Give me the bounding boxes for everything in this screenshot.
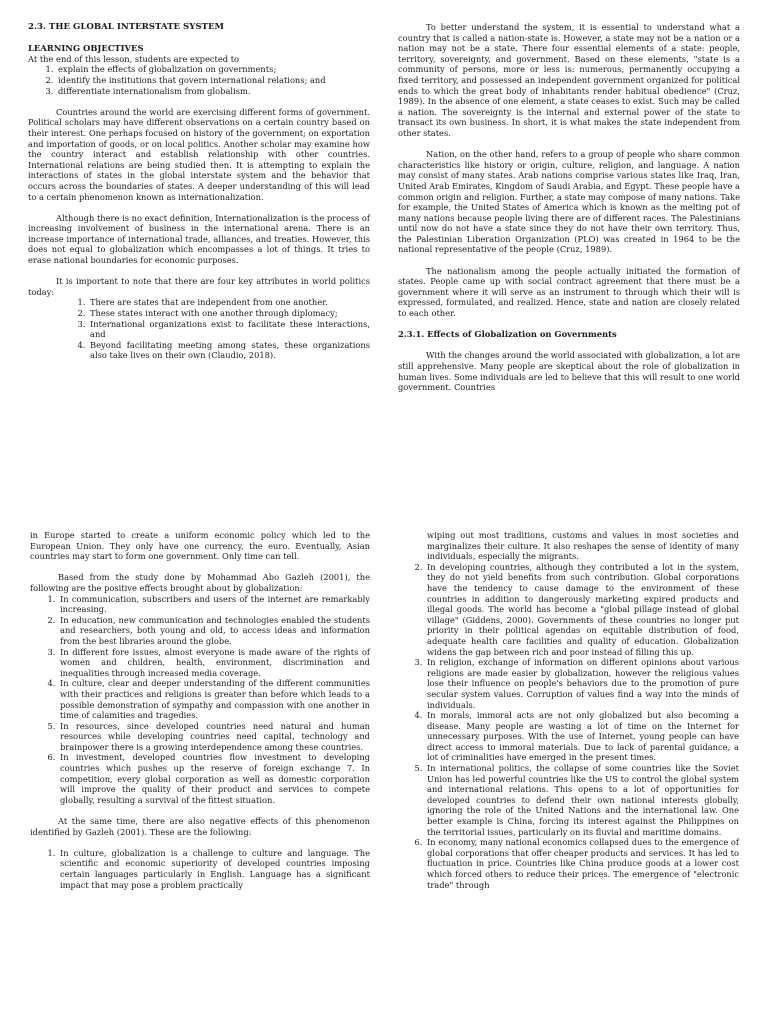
list-item: 1. explain the effects of globalization on governments; bbox=[56, 64, 370, 75]
list-item: 6. In investment, developed countries flow investment to developing countries which pushes up the reserve of foreign exchange 7. In competition, every global corporation as well as domestic corporation will improve the quality of their product and services to compete globally, resulting a survival of the fittest situation. bbox=[58, 752, 370, 805]
paragraph: To better understand the system, it is essential to understand what a country that is called a nation-state is. However, a state may not be a nation or a nation may not be a state. There four essential elements of a state: people, territory, sovereignty, and government. Based on these elements, "state is a community of persons, more or less is: numerous, permanently occupying a fixed territory, and possessed an independent government organized for political ends to which the great body of inhabitants render habitual obedience" (Cruz, 1989). In the absence of one element, a state ceases to exist. Such may be called a nation. The sovereignty is the internal and external power of the state to transact its own business. In short, it is what makes the state independent from other states. bbox=[398, 22, 740, 138]
subsection-heading: 2.3.1. Effects of Globalization on Governments bbox=[398, 329, 617, 340]
paragraph: With the changes around the world associated with globalization, a lot are still apprehensive. Many people are skeptical about the role of globalization in human lives. Some individuals are led to believe that this will result to one world government. Countries bbox=[398, 350, 740, 393]
paragraph: Although there is no exact definition, Internationalization is the process of increasing involvement of business in the international arena. There is an increase importance of international trade, alliances, and treaties. However, this does not equal to globalization which encompasses a lot of things. It tries to erase national boundaries for economic purposes. bbox=[28, 212, 370, 266]
page2-left-column bbox=[30, 530, 370, 901]
paragraph: At the same time, there are also negative effects of this phenomenon identified by Gazleh (2001). These are the following: bbox=[30, 816, 370, 837]
list-item: 2. These states interact with one another through diplomacy; bbox=[88, 308, 370, 319]
objectives-intro: At the end of this lesson, students are expected to bbox=[28, 53, 240, 64]
page1-right-column bbox=[398, 22, 740, 403]
positive-effects-list bbox=[30, 594, 370, 806]
paragraph: Based from the study done by Mohammad Abo Gazleh (2001), the following are the positive effects brought about by globalization: bbox=[30, 572, 370, 593]
list-item: 2. In developing countries, although they contributed a lot in the system, they do not yield benefits from such contribution. Global corporations have the tendency to cause damage to the environment of these countries in addition to dangerously marketing expired products and illegal goods. The world has become a "global pillage instead of global village" (Giddens, 2000). Governments of these countries no longer put priority in their political agendas on equitable distribution of food, adequate health care facilities and quality of education. Globalization widens the gap between rich and poor instead of filling this up. bbox=[425, 562, 739, 657]
document-page-2 bbox=[0, 530, 768, 1020]
list-item: 3. In religion, exchange of information on different opinions about various religions are made easier by globalization, however the religious values lose their influence on people's behaviors due to the promotion of pure secular system values. Corruption of values find a way into the minds of individuals. bbox=[425, 657, 739, 710]
list-item: 4. In culture, clear and deeper understanding of the different communities with their practices and religions is greater than before which leads to a possible demonstration of sympathy and compassion with one another in time of calamities and tragedies. bbox=[58, 678, 370, 720]
list-item: 2. identify the institutions that govern international relations; and bbox=[56, 75, 370, 86]
list-item: 3. International organizations exist to facilitate these interactions, and bbox=[88, 319, 370, 340]
objectives-heading: LEARNING OBJECTIVES bbox=[28, 43, 144, 54]
list-item: 4. Beyond facilitating meeting among states, these organizations also take lives on their own (Claudio, 2018). bbox=[88, 340, 370, 361]
paragraph: Countries around the world are exercising different forms of government. Political scholars may have different observations on a certain country based on their interest. One perhaps focused on history of the government; on exportation and importation of goods, or on local politics. Another scholar may examine how the country interact and establish relationship with other countries. International relations are being studied then. It is attempting to explain the interactions of states in the global interstate system and the behavior that occurs across the boundaries of states. A deeper understanding of this will lead to a certain phenomenon known as internationalization. bbox=[28, 106, 370, 202]
page2-right-column bbox=[397, 530, 739, 901]
list-item: 5. In resources, since developed countries need natural and human resources while developing countries need capital, technology and brainpower there is a growing interdependence among these countries. bbox=[58, 721, 370, 753]
paragraph: The nationalism among the people actually initiated the formation of states. People came up with social contract agreement that there must be a government where it will serve as an instrument to through which their will is expressed, formulated, and realized. Hence, state and nation are closely related to each other. bbox=[398, 265, 740, 319]
list-item: 3. differentiate internationalism from globalism. bbox=[56, 86, 370, 97]
section-title: 2.3. THE GLOBAL INTERSTATE SYSTEM bbox=[28, 22, 225, 32]
page1-left-column bbox=[28, 22, 370, 372]
list-item: 5. In international politics, the collapse of some countries like the Soviet Union has led powerful countries like the US to control the global system and international relations. This opens to a lot of opportunities for developed countries to defend their own national interests globally, ignoring the role of the United Nations and the international law. One better example is China, forcing its interest against the Philippines on the territorial issues, particularly on its fluvial and maritime domains. bbox=[425, 763, 739, 837]
list-item: 1. There are states that are independent from one another. bbox=[88, 297, 370, 308]
list-item: 4. In morals, immoral acts are not only globalized but also becoming a disease. Many people are wasting a lot of time on the Internet for unnecessary purposes. With the use of Internet, young people can have direct access to immoral materials. Due to lack of parental guidance, a lot of criminalities have emerged in the present times. bbox=[425, 710, 739, 763]
list-continuation: wiping out most traditions, customs and values in most societies and marginalizes their culture. It also reshapes the sense of identity of many individuals, especially the migrants. bbox=[427, 530, 739, 562]
attributes-list bbox=[28, 297, 370, 361]
paragraph: in Europe started to create a uniform economic policy which led to the European Union. They only have one currency, the euro. Eventually, Asian countries may start to form one government. Only time can tell. bbox=[30, 530, 370, 562]
document-page-1 bbox=[0, 22, 768, 512]
negative-effects-list bbox=[397, 562, 739, 890]
list-item: 3. In different fore issues, almost everyone is made aware of the rights of women and children, health, environment, discrimination and inequalities through increased media coverage. bbox=[58, 647, 370, 679]
negative-effects-list-start bbox=[30, 848, 370, 890]
list-item: 6. In economy, many national economics collapsed dues to the emergence of global corporations that offer cheaper products and services. It has led to fluctuation in price. Countries like China produce goods at a lower cost which forced others to reduce their prices. The emergence of "electronic trade" through bbox=[425, 837, 739, 890]
objectives-list bbox=[28, 64, 370, 96]
paragraph: Nation, on the other hand, refers to a group of people who share common characteristics like history or origin, culture, religion, and language. A nation may consist of many states. Arab nations comprise various states like Iraq, Iran, United Arab Emirates, Kingdom of Saudi Arabia, and Egypt. These people have a common origin and religion. Further, a state may compose of many nations. Take for example, the United States of America which is known as the melting pot of many nations because people living there are of different races. The Palestinians until now do not have a state since they do not have their own territory. Thus, the Palestinian Liberation Organization (PLO) was created in 1964 to be the national representative of the people (Cruz, 1989). bbox=[398, 149, 740, 255]
list-item: 2. In education, new communication and technologies enabled the students and researchers, both young and old, to access ideas and information from the best libraries around the globe. bbox=[58, 615, 370, 647]
list-item: 1. In culture, globalization is a challenge to culture and language. The scientific and economic superiority of developed countries imposing certain languages particularly in English. Language has a significant impact that may pose a problem practically bbox=[58, 848, 370, 890]
list-item: 1. In communication, subscribers and users of the internet are remarkably increasing. bbox=[58, 594, 370, 615]
paragraph: It is important to note that there are four key attributes in world politics today: bbox=[28, 276, 370, 297]
